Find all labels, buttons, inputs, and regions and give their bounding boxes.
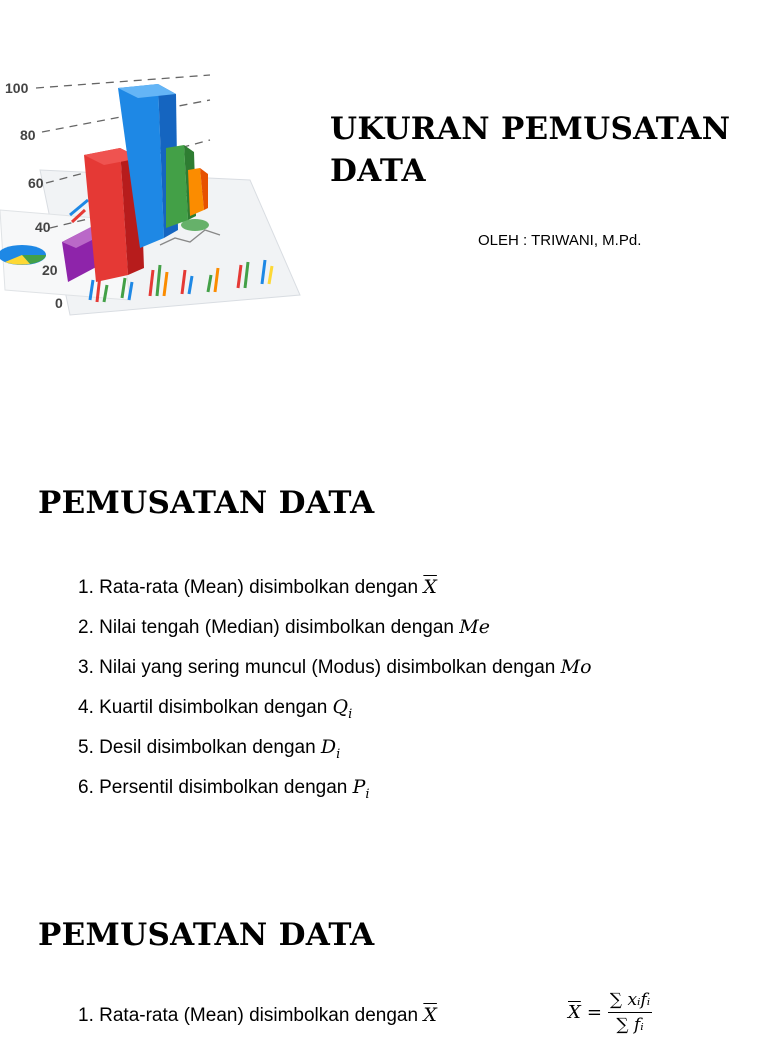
numerator: ∑ xᵢfᵢ: [608, 990, 652, 1013]
definition-list: [78, 572, 592, 812]
list-item: 2. Nilai tengah (Median) disimbolkan dengan Me: [78, 616, 490, 638]
axis-label: 80: [20, 127, 36, 143]
symbol: Me: [459, 616, 490, 638]
list-item: 1. Rata-rata (Mean) disimbolkan dengan $\overline{X}$: [78, 1004, 437, 1026]
fraction: [608, 990, 652, 1035]
title-line: DATA: [330, 153, 426, 189]
list-item: 4. Kuartil disimbolkan dengan $Q_i$: [78, 696, 353, 722]
symbol: $\overline{X}$: [423, 1004, 437, 1026]
bar-orange: [188, 168, 208, 216]
axis-label: 100: [5, 80, 29, 96]
content-slide: [0, 430, 768, 860]
formula-lhs: $\overline{X}$: [568, 1002, 581, 1023]
content-slide: [0, 860, 768, 1035]
axis-label: 0: [55, 295, 63, 311]
definition-list: [78, 1000, 437, 1040]
list-item: 1. Rata-rata (Mean) disimbolkan dengan $\overline{X}$: [78, 576, 437, 598]
list-item: 3. Nilai yang sering muncul (Modus) disimbolkan dengan Mo: [78, 656, 592, 678]
slide-title: [330, 108, 768, 192]
axis-label: 20: [42, 262, 58, 278]
mean-formula: [568, 990, 652, 1035]
formula-equals: =: [586, 1002, 602, 1023]
axis-label: 60: [28, 175, 44, 191]
subscript: i: [365, 787, 370, 802]
slide-heading: PEMUSATAN DATA: [38, 917, 375, 953]
symbol: Q: [332, 696, 349, 718]
bar-chart-clipart: [0, 70, 305, 320]
pie-icon: [0, 245, 46, 265]
list-item: 6. Persentil disimbolkan dengan $P_i$: [78, 776, 370, 802]
list-item: 5. Desil disimbolkan dengan $D_i$: [78, 736, 341, 762]
slide-heading: PEMUSATAN DATA: [38, 485, 375, 521]
author-credit: OLEH : TRIWANI, M.Pd.: [478, 232, 642, 249]
title-line: UKURAN PEMUSATAN: [330, 111, 731, 147]
symbol: Mo: [560, 656, 592, 678]
symbol: D: [320, 736, 337, 758]
axis-label: 40: [35, 219, 51, 235]
title-slide: [0, 0, 768, 430]
denominator: ∑ fᵢ: [616, 1015, 644, 1035]
subscript: i: [348, 707, 353, 722]
symbol: $\overline{X}$: [423, 576, 437, 598]
symbol: P: [352, 776, 366, 798]
subscript: i: [336, 747, 341, 762]
